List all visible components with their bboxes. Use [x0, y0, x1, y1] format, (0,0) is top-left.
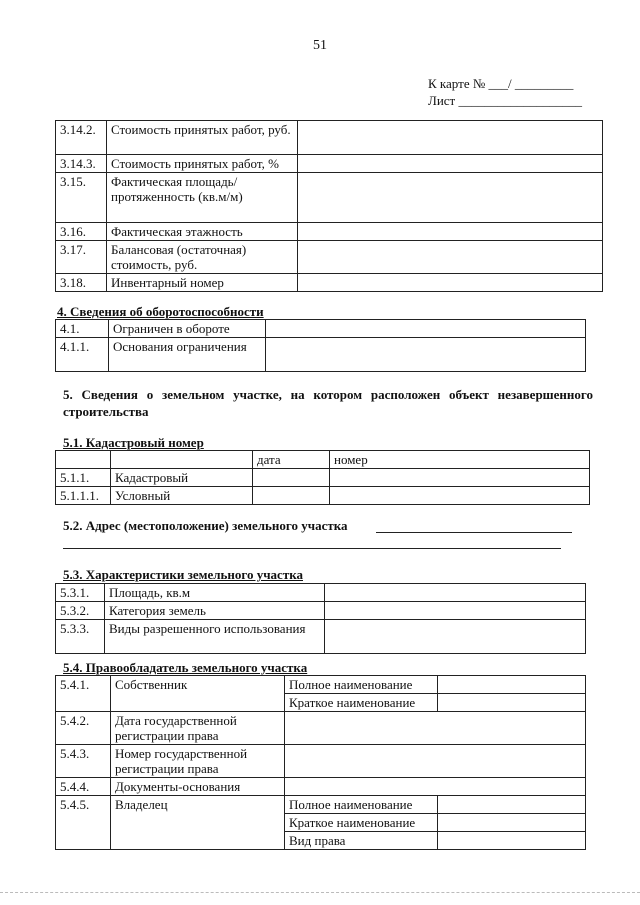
table-row: [56, 241, 603, 274]
value-cell[interactable]: [438, 832, 586, 850]
table-section4: [55, 319, 586, 372]
table-row: [56, 712, 586, 745]
column-header-number: номер: [330, 451, 590, 469]
table-section51: [55, 450, 590, 505]
row-label: Категория земель: [105, 602, 325, 620]
row-label: Дата государственной регистрации права: [111, 712, 285, 745]
date-cell[interactable]: [253, 487, 330, 505]
number-cell[interactable]: [330, 487, 590, 505]
value-cell[interactable]: [438, 676, 586, 694]
row-label: Фактическая площадь/протяженность (кв.м/м): [107, 173, 298, 223]
row-number: 5.4.4.: [56, 778, 111, 796]
row-number: 3.15.: [56, 173, 107, 223]
row-number: 5.3.2.: [56, 602, 105, 620]
table-row: [56, 602, 586, 620]
row-number: 3.14.2.: [56, 121, 107, 155]
table-row: [56, 676, 586, 694]
row-label: Документы-основания: [111, 778, 285, 796]
table-row: [56, 469, 590, 487]
value-cell[interactable]: [325, 620, 586, 654]
row-label: Ограничен в обороте: [109, 320, 266, 338]
row-label: Номер государственной регистрации права: [111, 745, 285, 778]
table-row: [56, 487, 590, 505]
row-label: Балансовая (остаточная) стоимость, руб.: [107, 241, 298, 274]
row-number: 4.1.: [56, 320, 109, 338]
value-cell[interactable]: [438, 694, 586, 712]
section4-title: 4. Сведения об оборотоспособности: [57, 304, 264, 319]
row-number: 5.4.5.: [56, 796, 111, 850]
table-header-row: [56, 451, 590, 469]
date-cell[interactable]: [253, 469, 330, 487]
row-label: Виды разрешенного использования: [105, 620, 325, 654]
row-number: 5.4.3.: [56, 745, 111, 778]
row-number: 5.3.1.: [56, 584, 105, 602]
value-cell[interactable]: [325, 584, 586, 602]
table-section3: [55, 120, 603, 292]
row-number: 3.18.: [56, 274, 107, 292]
sub-label: Полное наименование: [285, 676, 438, 694]
value-cell[interactable]: [438, 796, 586, 814]
row-number: 5.1.1.1.: [56, 487, 111, 505]
value-cell[interactable]: [438, 814, 586, 832]
number-cell[interactable]: [330, 469, 590, 487]
value-cell[interactable]: [298, 274, 603, 292]
table-row: [56, 796, 586, 814]
value-cell[interactable]: [266, 320, 586, 338]
row-label: Фактическая этажность: [107, 223, 298, 241]
section53-title: 5.3. Характеристики земельного участка: [63, 567, 303, 582]
table-row: [56, 745, 586, 778]
row-label: Кадастровый: [111, 469, 253, 487]
table-section54: [55, 675, 586, 850]
sub-label: Краткое наименование: [285, 694, 438, 712]
row-label: Владелец: [111, 796, 285, 850]
table-row: [56, 778, 586, 796]
value-cell[interactable]: [266, 338, 586, 372]
table-row: [56, 173, 603, 223]
row-label: Стоимость принятых работ, %: [107, 155, 298, 173]
row-number: 3.16.: [56, 223, 107, 241]
sheet-label: Лист ___________________: [428, 93, 582, 108]
row-label: Условный: [111, 487, 253, 505]
value-cell[interactable]: [298, 223, 603, 241]
section5-title: 5. Сведения о земельном участке, на котором расположен объект незавершенного строительства: [63, 387, 593, 419]
value-cell[interactable]: [325, 602, 586, 620]
address-input-line[interactable]: [376, 532, 572, 533]
value-cell[interactable]: [298, 155, 603, 173]
table-section53: [55, 583, 586, 654]
table-row: [56, 155, 603, 173]
page-bottom-edge: [0, 892, 640, 893]
value-cell[interactable]: [298, 173, 603, 223]
table-row: [56, 320, 586, 338]
row-number: 5.3.3.: [56, 620, 105, 654]
row-label: Стоимость принятых работ, руб.: [107, 121, 298, 155]
row-label: Основания ограничения: [109, 338, 266, 372]
row-label: Собственник: [111, 676, 285, 712]
value-cell[interactable]: [285, 745, 586, 778]
row-label: Площадь, кв.м: [105, 584, 325, 602]
card-number-label: К карте № ___/ _________: [428, 76, 574, 91]
row-number: 4.1.1.: [56, 338, 109, 372]
sub-label: Краткое наименование: [285, 814, 438, 832]
row-number: 5.4.2.: [56, 712, 111, 745]
address-input-line-2[interactable]: [63, 548, 561, 549]
value-cell[interactable]: [298, 121, 603, 155]
section54-title: 5.4. Правообладатель земельного участка: [63, 660, 308, 675]
value-cell[interactable]: [285, 712, 586, 745]
row-label: Инвентарный номер: [107, 274, 298, 292]
row-number: 5.1.1.: [56, 469, 111, 487]
section52-title: 5.2. Адрес (местоположение) земельного участка: [63, 518, 348, 533]
table-row: [56, 274, 603, 292]
page-number: 51: [313, 38, 327, 53]
table-row: [56, 620, 586, 654]
table-row: [56, 223, 603, 241]
column-header-date: дата: [253, 451, 330, 469]
table-row: [56, 584, 586, 602]
row-number: 3.17.: [56, 241, 107, 274]
value-cell[interactable]: [298, 241, 603, 274]
sub-label: Полное наименование: [285, 796, 438, 814]
value-cell[interactable]: [285, 778, 586, 796]
table-row: [56, 338, 586, 372]
row-number: 5.4.1.: [56, 676, 111, 712]
row-number: 3.14.3.: [56, 155, 107, 173]
section51-title: 5.1. Кадастровый номер: [63, 435, 204, 450]
table-row: [56, 121, 603, 155]
sub-label: Вид права: [285, 832, 438, 850]
